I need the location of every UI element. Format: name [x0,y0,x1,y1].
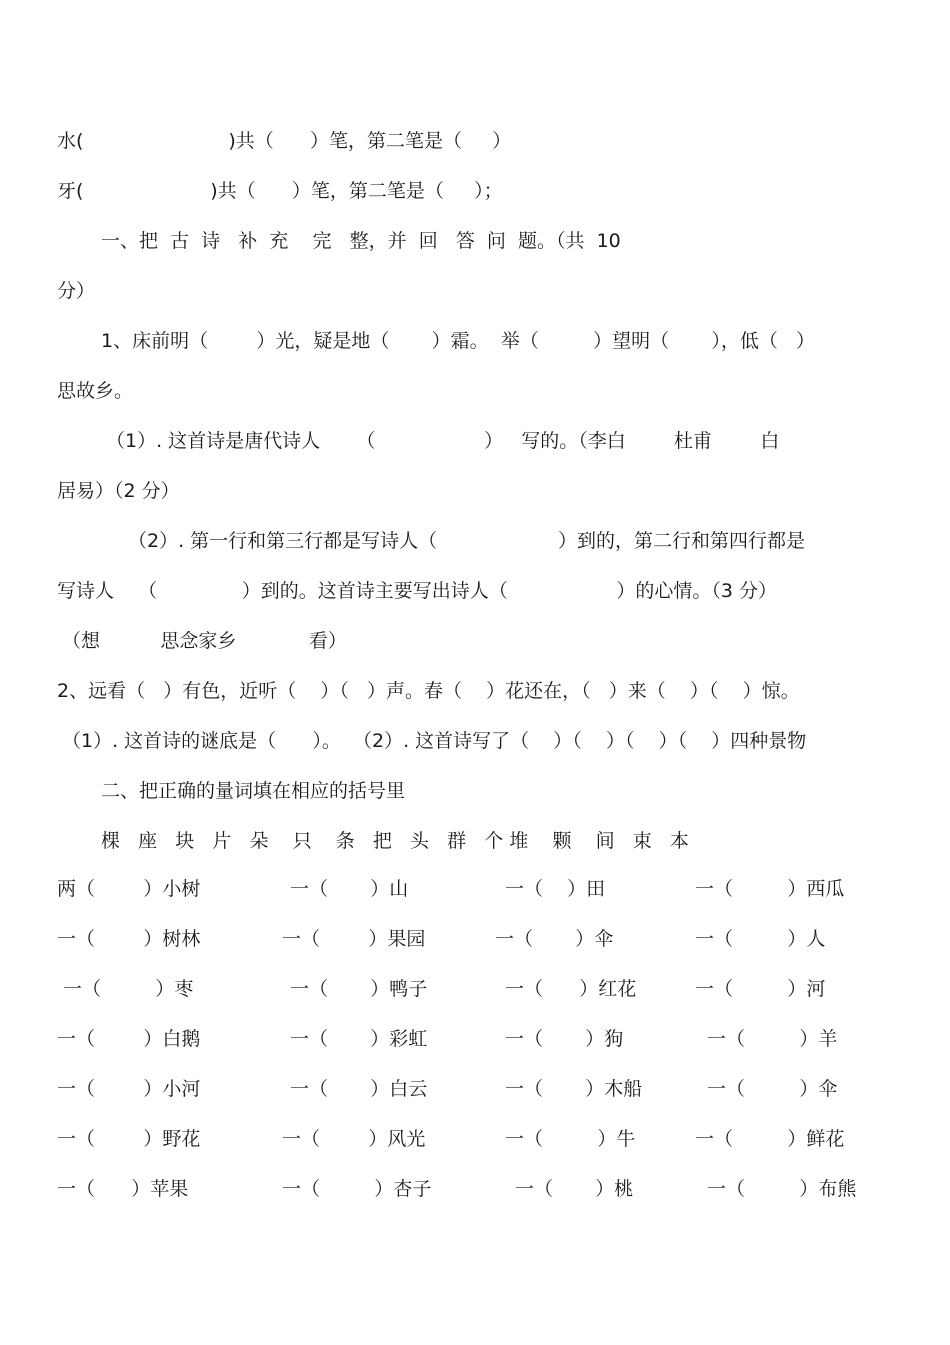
fill-item: 一（ ）桃 [515,1178,634,1200]
fill-item: 一（ ）木船 [505,1078,643,1100]
section2-heading: 二、把正确的量词填在相应的括号里 [101,780,406,802]
poem1-question1-cont: 居易）（2 分） [57,480,180,502]
fill-item: 一（ ）布熊 [707,1178,857,1200]
measure-word-bank: 棵 座 块 片 朵 只 条 把 头 群 个 堆 颗 间 束 本 [101,830,689,852]
fill-item: 一（ ）白云 [290,1078,428,1100]
poem1-question2-options: （想 思念家乡 看） [62,630,347,652]
fill-item: 一（ ）田 [505,878,606,900]
fill-item: 一（ ）小河 [57,1078,201,1100]
fill-item: 一（ ）果园 [282,928,426,950]
poem1-question2-cont: 写诗人 （ ）到的。这首诗主要写出诗人（ ）的心情。（3 分） [57,580,778,602]
fill-item: 一（ ）伞 [495,928,614,950]
fill-item: 一（ ）狗 [505,1028,624,1050]
fill-item: 一（ ）山 [290,878,409,900]
fill-item: 一（ ）白鹅 [57,1028,201,1050]
fill-item: 一（ ）树林 [57,928,201,950]
fill-item: 一（ ）牛 [505,1128,636,1150]
fill-item: 两（ ）小树 [57,878,201,900]
fill-item: 一（ ）西瓜 [695,878,845,900]
stroke-line-ya: 牙( )共（ ）笔，第二笔是（ ）； [57,180,503,202]
fill-item: 一（ ）人 [695,928,826,950]
fill-item: 一（ ）鲜花 [695,1128,845,1150]
fill-item: 一（ ）彩虹 [290,1028,428,1050]
fill-item: 一（ ）风光 [282,1128,426,1150]
fill-item: 一（ ）枣 [57,978,194,1000]
fill-item: 一（ ）河 [695,978,826,1000]
fill-item: 一（ ）红花 [505,978,637,1000]
section1-heading-cont: 分） [57,280,96,302]
fill-item: 一（ ）野花 [57,1128,201,1150]
section1-heading: 一、把 古 诗 补 充 完 整，并 回 答 问 题。（共 10 [101,230,621,252]
poem1-question1: （1）. 这首诗是唐代诗人 （ ） 写的。（李白 杜甫 白 [106,430,780,452]
poem1-line-cont: 思故乡。 [57,380,134,402]
fill-item: 一（ ）杏子 [282,1178,432,1200]
stroke-line-shui: 水( )共（ ）笔，第二笔是（ ） [57,130,512,152]
fill-item: 一（ ）苹果 [57,1178,189,1200]
poem2-questions: （1）. 这首诗的谜底是（ ）。 （2）. 这首诗写了（ ）（ ）（ ）（ ）四种景物 [62,730,807,752]
poem1-line: 1、床前明（ ）光，疑是地（ ）霜。 举（ ）望明（ ），低（ ） [101,330,816,352]
fill-item: 一（ ）伞 [707,1078,838,1100]
poem1-question2: （2）. 第一行和第三行都是写诗人（ ）到的，第二行和第四行都是 [128,530,805,552]
poem2-line: 2、远看（ ）有色，近听（ ）（ ）声。春（ ）花还在，（ ）来（ ）（ ）惊。 [57,680,800,702]
fill-item: 一（ ）鸭子 [290,978,428,1000]
fill-item: 一（ ）羊 [707,1028,838,1050]
